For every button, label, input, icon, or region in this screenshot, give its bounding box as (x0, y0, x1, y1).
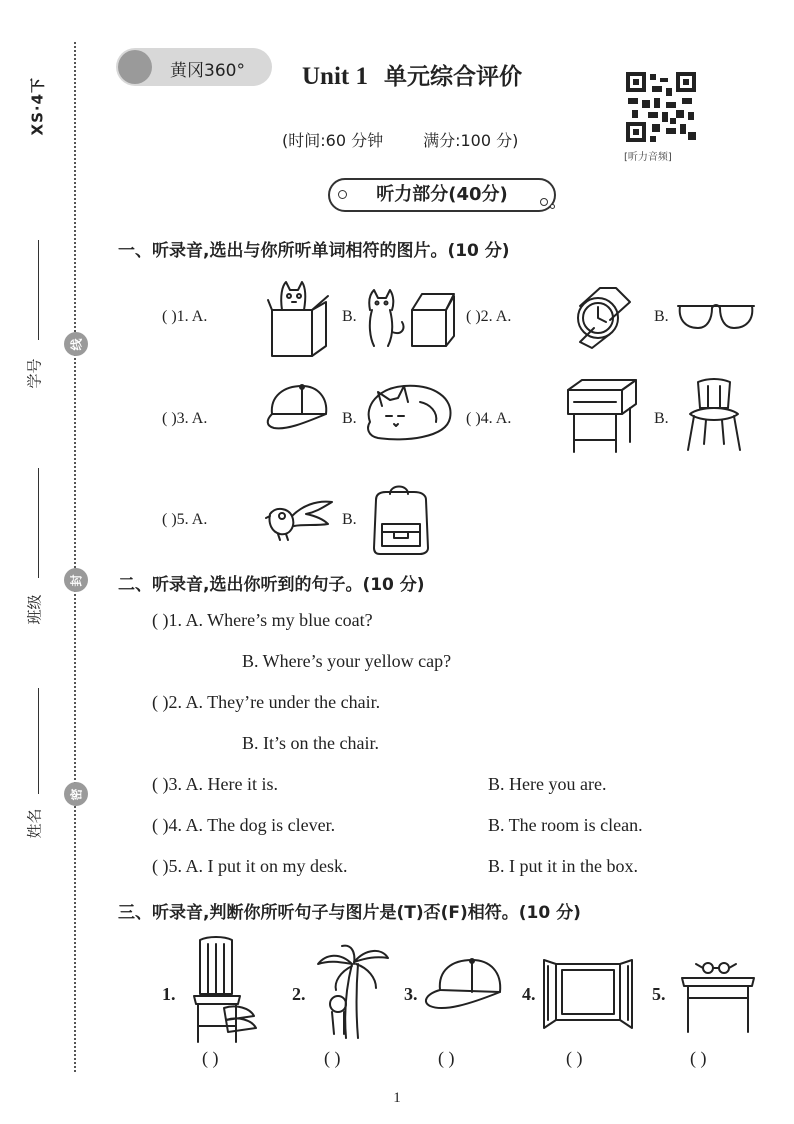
seal-mark: 线 (64, 332, 88, 356)
s2-item-3-option-b: B. Here you are. (488, 774, 607, 794)
brand-name: 黄冈360° (170, 61, 245, 81)
s3-answer-paren[interactable]: ( ) (690, 1048, 707, 1068)
sunglasses-icon (676, 302, 756, 332)
student-number-label: 学号 (25, 358, 44, 389)
decor-dot (540, 198, 548, 206)
s1-item-label: ( )4. A. (466, 410, 512, 427)
boy-behind-tree-icon (316, 944, 390, 1040)
decor-dot (550, 204, 555, 209)
section3-heading: 三、听录音,判断你所听句子与图片是(T)否(F)相符。(10 分) (118, 903, 581, 923)
page-number: 1 (393, 1090, 401, 1106)
time-limit: (时间:60 分钟 (282, 131, 384, 150)
cat-in-box-icon (268, 276, 330, 360)
glasses-on-desk-icon (680, 960, 756, 1034)
field-line (38, 240, 39, 340)
watch-icon (570, 284, 634, 350)
s1-option-b: B. (654, 410, 669, 427)
s3-answer-paren[interactable]: ( ) (566, 1048, 583, 1068)
s2-item-1-option-a: ( )1. A. Where’s my blue coat? (152, 610, 373, 630)
schoolbag-icon (368, 484, 434, 554)
name-label: 姓名 (25, 808, 44, 839)
s1-option-b: B. (342, 511, 357, 528)
s3-answer-paren[interactable]: ( ) (324, 1048, 341, 1068)
seal-mark: 密 (64, 782, 88, 806)
section1-heading: 一、听录音,选出与你所听单词相符的图片。(10 分) (118, 241, 510, 261)
s2-item-1-option-b: B. Where’s your yellow cap? (242, 651, 452, 671)
s1-option-b: B. (342, 308, 357, 325)
s3-item-number: 2. (292, 984, 306, 1004)
s2-item-2-option-a: ( )2. A. They’re under the chair. (152, 692, 381, 712)
brand-badge (116, 48, 272, 86)
desk-icon (566, 378, 638, 454)
exam-info (282, 128, 518, 151)
field-line (38, 688, 39, 794)
full-score: 满分:100 分) (423, 131, 519, 150)
s3-item-number: 3. (404, 984, 418, 1004)
seal-mark: 封 (64, 568, 88, 592)
s2-item-4-option-a: ( )4. A. The dog is clever. (152, 815, 336, 835)
unit-label: Unit 1 (302, 63, 368, 90)
qr-caption: [听力音频] (624, 152, 672, 163)
cap-icon (420, 958, 506, 1014)
sleeping-cat-icon (364, 382, 454, 446)
s2-item-3-option-a: ( )3. A. Here it is. (152, 774, 278, 794)
s2-item-4-option-b: B. The room is clean. (488, 815, 643, 835)
s2-item-5-option-b: B. I put it in the box. (488, 856, 638, 876)
field-line (38, 468, 39, 578)
section2-heading: 二、听录音,选出你听到的句子。(10 分) (118, 575, 425, 595)
s1-option-b: B. (654, 308, 669, 325)
s2-item-5-option-a: ( )5. A. I put it on my desk. (152, 856, 348, 876)
mascot-logo-icon (118, 50, 152, 84)
s1-item-label: ( )1. A. (162, 308, 208, 325)
title-cn: 单元综合评价 (383, 64, 522, 90)
bird-icon (266, 496, 336, 540)
decor-dot (338, 190, 347, 199)
book-code: XS·4下 (28, 76, 47, 136)
chair-with-shoes-icon (190, 936, 264, 1044)
s3-item-number: 4. (522, 984, 536, 1004)
qr-code-icon[interactable] (626, 72, 696, 142)
open-window-icon (542, 958, 634, 1030)
binding-dotted-line (74, 42, 76, 1072)
listening-section-banner (328, 178, 556, 212)
s1-item-label: ( )2. A. (466, 308, 512, 325)
class-label: 班级 (25, 594, 44, 625)
chair-icon (686, 378, 740, 452)
listening-banner-text: 听力部分(40分) (376, 184, 508, 205)
s1-item-label: ( )5. A. (162, 511, 208, 528)
s3-item-number: 1. (162, 984, 176, 1004)
s3-answer-paren[interactable]: ( ) (438, 1048, 455, 1068)
s1-option-b: B. (342, 410, 357, 427)
s1-item-label: ( )3. A. (162, 410, 208, 427)
cap-icon (262, 384, 334, 434)
s2-item-2-option-b: B. It’s on the chair. (242, 733, 379, 753)
cat-beside-box-icon (362, 288, 456, 350)
page-title (302, 58, 522, 91)
s3-item-number: 5. (652, 984, 666, 1004)
s3-answer-paren[interactable]: ( ) (202, 1048, 219, 1068)
